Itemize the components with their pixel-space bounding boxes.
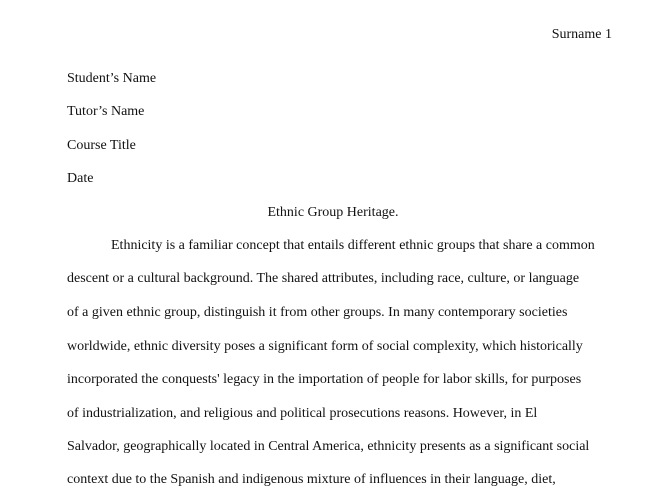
paragraph-line: incorporated the conquests' legacy in the importation of people for labor skills, for purposes [67,372,582,387]
paragraph-line: worldwide, ethnic diversity poses a significant form of social complexity, which historically [67,339,583,354]
date-line: Date [67,171,94,186]
tutor-name: Tutor’s Name [67,104,145,119]
paragraph-line: Ethnicity is a familiar concept that entails different ethnic groups that share a common [111,238,595,253]
course-title: Course Title [67,138,136,153]
paragraph-line: of a given ethnic group, distinguish it from other groups. In many contemporary societies [67,305,568,320]
paragraph-line: context due to the Spanish and indigenous mixture of influences in their language, diet, [67,472,556,487]
student-name: Student’s Name [67,71,157,86]
paragraph-line: of industrialization, and religious and political prosecutions reasons. However, in El [67,406,538,421]
essay-title: Ethnic Group Heritage. [267,205,399,220]
paragraph-line: Salvador, geographically located in Central America, ethnicity presents as a significant social [67,439,590,454]
paragraph-line: descent or a cultural background. The shared attributes, including race, culture, or language [67,271,580,286]
running-head: Surname 1 [551,27,612,42]
